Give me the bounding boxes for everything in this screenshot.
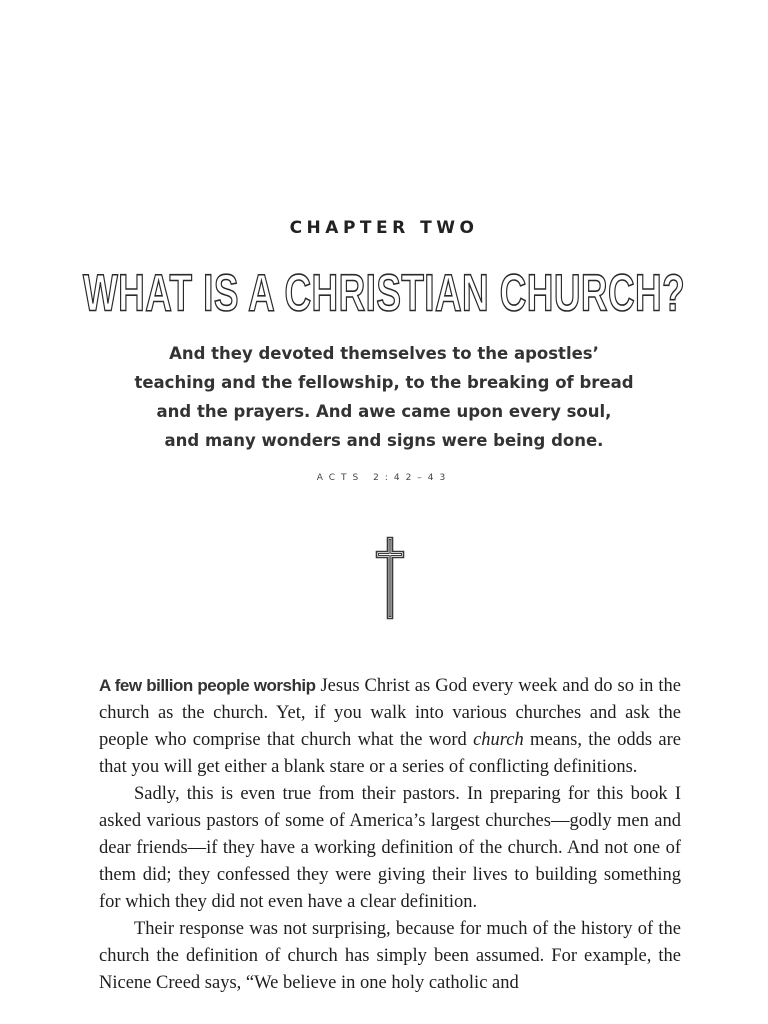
epigraph-line: And they devoted themselves to the apostles’ — [169, 344, 599, 363]
epigraph — [84, 339, 684, 455]
paragraph-text: means, the odds are that you will get either a blank stare or a series of conflicting definitions. — [99, 730, 681, 777]
paragraph: Their response was not surprising, because for much of the history of the church the definition of church has simply been assumed. For example, the Nicene Creed says, “We believe in one holy catholic and — [99, 919, 681, 993]
chapter-title: WHAT IS A CHRISTIAN CHURCH? — [82, 263, 686, 322]
chapter-label: CHAPTER TWO — [289, 218, 479, 238]
emphasis: church — [473, 730, 524, 750]
epigraph-line: and many wonders and signs were being done. — [164, 431, 604, 450]
body-text — [99, 672, 681, 997]
epigraph-line: teaching and the fellowship, to the breaking of bread — [134, 373, 634, 392]
paragraph — [99, 672, 681, 781]
epigraph-line: and the prayers. And awe came upon every soul, — [156, 402, 612, 421]
cross-icon — [374, 536, 406, 620]
paragraph-text: Jesus Christ as God every week and do so in the church as the church. Yet, if you walk into various churches and ask the people who comprise that church what the word — [99, 676, 681, 750]
lead-in: A few billion people worship — [99, 676, 316, 695]
paragraph: Sadly, this is even true from their pastors. In preparing for this book I asked various pastors of some of America’s largest churches—godly men and dear friends—if they have a working definition of the church. And not one of them did; they confessed they were giving their lives to building something for which they did not even have a clear definition. — [99, 784, 681, 912]
epigraph-reference: ACTS 2:42–43 — [316, 473, 452, 483]
